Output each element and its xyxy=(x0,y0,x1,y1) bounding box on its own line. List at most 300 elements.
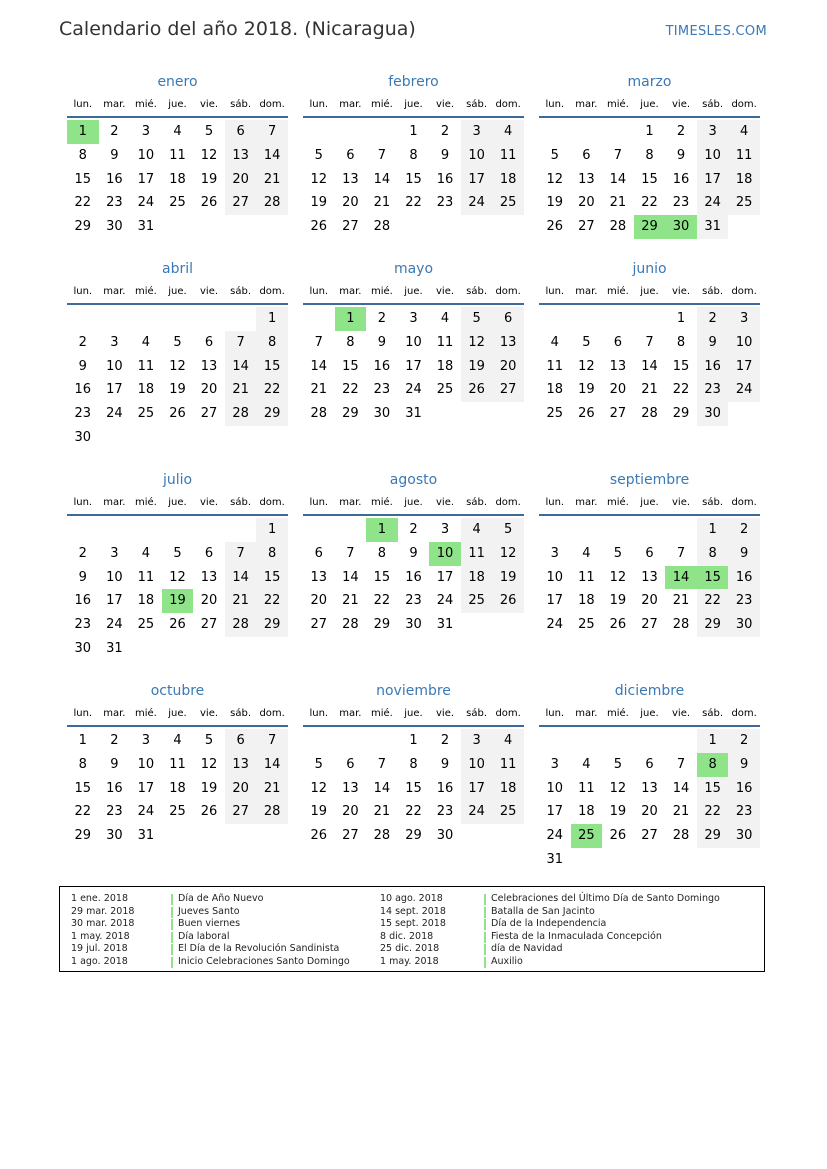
day-cell[interactable]: 24 xyxy=(546,617,564,633)
day-cell[interactable]: 30 xyxy=(697,402,729,426)
day-cell[interactable]: 7 xyxy=(256,120,288,144)
day-cell[interactable]: 19 xyxy=(492,566,524,590)
day-cell[interactable]: 5 xyxy=(613,756,623,772)
day-cell[interactable]: 21 xyxy=(225,589,257,613)
day-cell[interactable]: 7 xyxy=(346,545,355,561)
day-cell[interactable]: 14 xyxy=(373,780,391,796)
day-cell[interactable]: 6 xyxy=(613,334,623,350)
day-cell[interactable]: 15 xyxy=(697,777,729,801)
day-cell[interactable]: 21 xyxy=(373,804,391,820)
day-cell[interactable]: 31 xyxy=(137,828,155,844)
day-cell[interactable]: 11 xyxy=(169,147,186,163)
day-cell[interactable]: 19 xyxy=(609,804,627,820)
day-cell[interactable]: 21 xyxy=(672,804,690,820)
day-cell[interactable]: 12 xyxy=(609,569,627,585)
day-cell[interactable]: 7 xyxy=(676,756,686,772)
day-cell[interactable]: 13 xyxy=(225,144,257,168)
day-cell[interactable]: 25 xyxy=(137,406,155,422)
day-cell[interactable]: 8 xyxy=(645,147,654,163)
day-cell[interactable]: 22 xyxy=(697,589,729,613)
day-cell[interactable]: 24 xyxy=(137,195,155,211)
day-cell[interactable]: 28 xyxy=(672,828,690,844)
day-cell[interactable]: 20 xyxy=(492,355,524,379)
day-cell[interactable]: 14 xyxy=(310,358,328,374)
day-cell[interactable]: 5 xyxy=(173,334,182,350)
day-cell[interactable]: 19 xyxy=(461,355,493,379)
day-cell[interactable]: 18 xyxy=(578,593,595,609)
day-cell[interactable]: 1 xyxy=(256,518,288,542)
day-cell[interactable]: 16 xyxy=(672,171,690,187)
day-cell[interactable]: 23 xyxy=(74,406,92,422)
day-cell[interactable]: 10 xyxy=(106,569,123,585)
day-cell[interactable]: 11 xyxy=(137,569,155,585)
day-cell[interactable]: 9 xyxy=(728,542,760,566)
day-cell[interactable]: 6 xyxy=(645,545,654,561)
day-cell[interactable]: 6 xyxy=(204,545,214,561)
day-cell[interactable]: 22 xyxy=(641,195,658,211)
day-cell[interactable]: 31 xyxy=(106,640,123,656)
day-cell[interactable]: 16 xyxy=(436,171,454,187)
day-cell[interactable]: 25 xyxy=(546,406,564,422)
day-cell[interactable]: 28 xyxy=(373,219,391,235)
holiday-day-cell[interactable]: 15 xyxy=(697,566,729,590)
day-cell[interactable]: 24 xyxy=(405,382,422,398)
day-cell[interactable]: 23 xyxy=(436,804,454,820)
day-cell[interactable]: 28 xyxy=(256,800,288,824)
day-cell[interactable]: 27 xyxy=(310,617,328,633)
day-cell[interactable]: 26 xyxy=(200,195,218,211)
day-cell[interactable]: 29 xyxy=(697,824,729,848)
day-cell[interactable]: 18 xyxy=(137,382,155,398)
day-cell[interactable]: 8 xyxy=(377,545,387,561)
day-cell[interactable]: 5 xyxy=(314,756,323,772)
day-cell[interactable]: 26 xyxy=(609,828,627,844)
day-cell[interactable]: 7 xyxy=(377,147,387,163)
day-cell[interactable]: 30 xyxy=(74,640,92,656)
day-cell[interactable]: 19 xyxy=(169,382,186,398)
day-cell[interactable]: 8 xyxy=(346,334,355,350)
day-cell[interactable]: 15 xyxy=(342,358,359,374)
day-cell[interactable]: 8 xyxy=(78,756,87,772)
day-cell[interactable]: 8 xyxy=(256,331,288,355)
day-cell[interactable]: 22 xyxy=(373,593,391,609)
day-cell[interactable]: 28 xyxy=(373,828,391,844)
day-cell[interactable]: 5 xyxy=(204,733,214,748)
day-cell[interactable]: 16 xyxy=(436,780,454,796)
day-cell[interactable]: 2 xyxy=(728,729,760,753)
day-cell[interactable]: 24 xyxy=(697,191,729,215)
day-cell[interactable]: 25 xyxy=(169,804,186,820)
day-cell[interactable]: 15 xyxy=(641,171,658,187)
day-cell[interactable]: 17 xyxy=(106,382,123,398)
day-cell[interactable]: 14 xyxy=(225,566,257,590)
day-cell[interactable]: 13 xyxy=(492,331,524,355)
day-cell[interactable]: 23 xyxy=(106,804,123,820)
day-cell[interactable]: 6 xyxy=(225,120,257,144)
day-cell[interactable]: 12 xyxy=(609,780,627,796)
day-cell[interactable]: 10 xyxy=(137,147,155,163)
day-cell[interactable]: 3 xyxy=(409,311,418,326)
day-cell[interactable]: 6 xyxy=(492,307,524,331)
day-cell[interactable]: 19 xyxy=(200,171,218,187)
day-cell[interactable]: 19 xyxy=(546,195,564,211)
day-cell[interactable]: 15 xyxy=(256,355,288,379)
day-cell[interactable]: 9 xyxy=(78,358,87,374)
day-cell[interactable]: 18 xyxy=(578,804,595,820)
day-cell[interactable]: 11 xyxy=(578,780,595,796)
day-cell[interactable]: 6 xyxy=(582,147,591,163)
day-cell[interactable]: 26 xyxy=(310,828,328,844)
day-cell[interactable]: 7 xyxy=(225,542,257,566)
day-cell[interactable]: 12 xyxy=(546,171,564,187)
day-cell[interactable]: 31 xyxy=(697,215,729,239)
day-cell[interactable]: 13 xyxy=(200,569,218,585)
day-cell[interactable]: 23 xyxy=(728,589,760,613)
day-cell[interactable]: 7 xyxy=(377,756,387,772)
day-cell[interactable]: 8 xyxy=(409,756,418,772)
day-cell[interactable]: 16 xyxy=(728,566,760,590)
holiday-day-cell[interactable]: 19 xyxy=(162,589,194,613)
day-cell[interactable]: 12 xyxy=(310,171,328,187)
day-cell[interactable]: 3 xyxy=(697,120,729,144)
day-cell[interactable]: 2 xyxy=(728,518,760,542)
day-cell[interactable]: 30 xyxy=(373,406,391,422)
day-cell[interactable]: 16 xyxy=(74,593,92,609)
day-cell[interactable]: 18 xyxy=(492,777,524,801)
day-cell[interactable]: 21 xyxy=(256,777,288,801)
day-cell[interactable]: 8 xyxy=(676,334,686,350)
day-cell[interactable]: 3 xyxy=(141,124,151,139)
day-cell[interactable]: 22 xyxy=(74,195,92,211)
day-cell[interactable]: 1 xyxy=(409,733,418,748)
day-cell[interactable]: 19 xyxy=(609,593,627,609)
day-cell[interactable]: 15 xyxy=(373,569,391,585)
day-cell[interactable]: 20 xyxy=(225,777,257,801)
day-cell[interactable]: 23 xyxy=(436,195,454,211)
day-cell[interactable]: 28 xyxy=(641,406,658,422)
day-cell[interactable]: 6 xyxy=(645,756,654,772)
day-cell[interactable]: 5 xyxy=(173,545,182,561)
day-cell[interactable]: 23 xyxy=(697,378,729,402)
day-cell[interactable]: 28 xyxy=(609,219,627,235)
day-cell[interactable]: 15 xyxy=(74,171,92,187)
day-cell[interactable]: 18 xyxy=(169,171,186,187)
day-cell[interactable]: 9 xyxy=(440,756,450,772)
day-cell[interactable]: 2 xyxy=(440,124,450,139)
day-cell[interactable]: 2 xyxy=(78,334,87,350)
day-cell[interactable]: 31 xyxy=(546,851,564,867)
day-cell[interactable]: 1 xyxy=(697,729,729,753)
day-cell[interactable]: 17 xyxy=(137,780,155,796)
day-cell[interactable]: 4 xyxy=(728,120,760,144)
day-cell[interactable]: 14 xyxy=(373,171,391,187)
day-cell[interactable]: 29 xyxy=(672,406,690,422)
day-cell[interactable]: 27 xyxy=(342,828,359,844)
day-cell[interactable]: 17 xyxy=(405,358,422,374)
day-cell[interactable]: 5 xyxy=(461,307,493,331)
day-cell[interactable]: 6 xyxy=(225,729,257,753)
day-cell[interactable]: 15 xyxy=(405,780,422,796)
day-cell[interactable]: 29 xyxy=(256,402,288,426)
day-cell[interactable]: 14 xyxy=(641,358,658,374)
day-cell[interactable]: 28 xyxy=(342,617,359,633)
day-cell[interactable]: 19 xyxy=(578,382,595,398)
day-cell[interactable]: 16 xyxy=(697,355,729,379)
day-cell[interactable]: 13 xyxy=(200,358,218,374)
day-cell[interactable]: 6 xyxy=(346,756,355,772)
day-cell[interactable]: 2 xyxy=(78,545,87,561)
day-cell[interactable]: 7 xyxy=(676,545,686,561)
day-cell[interactable]: 26 xyxy=(461,378,493,402)
day-cell[interactable]: 17 xyxy=(436,569,454,585)
day-cell[interactable]: 18 xyxy=(436,358,454,374)
day-cell[interactable]: 12 xyxy=(169,569,186,585)
day-cell[interactable]: 12 xyxy=(492,542,524,566)
day-cell[interactable]: 3 xyxy=(141,733,151,748)
day-cell[interactable]: 24 xyxy=(106,617,123,633)
day-cell[interactable]: 17 xyxy=(137,171,155,187)
day-cell[interactable]: 28 xyxy=(225,613,257,637)
day-cell[interactable]: 22 xyxy=(342,382,359,398)
day-cell[interactable]: 21 xyxy=(609,195,627,211)
day-cell[interactable]: 2 xyxy=(110,733,119,748)
day-cell[interactable]: 9 xyxy=(110,756,119,772)
day-cell[interactable]: 25 xyxy=(137,617,155,633)
day-cell[interactable]: 24 xyxy=(728,378,760,402)
day-cell[interactable]: 21 xyxy=(641,382,658,398)
day-cell[interactable]: 25 xyxy=(578,617,595,633)
day-cell[interactable]: 27 xyxy=(200,406,218,422)
day-cell[interactable]: 14 xyxy=(672,780,690,796)
day-cell[interactable]: 2 xyxy=(377,311,387,326)
day-cell[interactable]: 23 xyxy=(74,617,92,633)
day-cell[interactable]: 25 xyxy=(492,191,524,215)
day-cell[interactable]: 10 xyxy=(106,358,123,374)
day-cell[interactable]: 2 xyxy=(676,124,686,139)
day-cell[interactable]: 20 xyxy=(310,593,328,609)
holiday-day-cell[interactable]: 1 xyxy=(335,307,367,331)
day-cell[interactable]: 4 xyxy=(461,518,493,542)
day-cell[interactable]: 4 xyxy=(440,311,450,326)
day-cell[interactable]: 17 xyxy=(546,804,564,820)
day-cell[interactable]: 21 xyxy=(373,195,391,211)
day-cell[interactable]: 22 xyxy=(697,800,729,824)
day-cell[interactable]: 31 xyxy=(405,406,422,422)
day-cell[interactable]: 2 xyxy=(440,733,450,748)
day-cell[interactable]: 23 xyxy=(672,195,690,211)
day-cell[interactable]: 8 xyxy=(409,147,418,163)
day-cell[interactable]: 3 xyxy=(728,307,760,331)
day-cell[interactable]: 1 xyxy=(676,311,686,326)
day-cell[interactable]: 8 xyxy=(256,542,288,566)
day-cell[interactable]: 5 xyxy=(314,147,323,163)
day-cell[interactable]: 16 xyxy=(405,569,422,585)
day-cell[interactable]: 31 xyxy=(137,219,155,235)
day-cell[interactable]: 14 xyxy=(609,171,627,187)
day-cell[interactable]: 12 xyxy=(169,358,186,374)
day-cell[interactable]: 7 xyxy=(645,334,654,350)
day-cell[interactable]: 2 xyxy=(409,522,418,537)
day-cell[interactable]: 27 xyxy=(200,617,218,633)
day-cell[interactable]: 10 xyxy=(697,144,729,168)
day-cell[interactable]: 13 xyxy=(342,171,359,187)
day-cell[interactable]: 28 xyxy=(225,402,257,426)
day-cell[interactable]: 4 xyxy=(141,545,151,561)
day-cell[interactable]: 26 xyxy=(492,589,524,613)
holiday-day-cell[interactable]: 8 xyxy=(697,753,729,777)
day-cell[interactable]: 5 xyxy=(613,545,623,561)
day-cell[interactable]: 18 xyxy=(169,780,186,796)
day-cell[interactable]: 1 xyxy=(645,124,654,139)
day-cell[interactable]: 18 xyxy=(137,593,155,609)
day-cell[interactable]: 30 xyxy=(436,828,454,844)
day-cell[interactable]: 13 xyxy=(225,753,257,777)
day-cell[interactable]: 11 xyxy=(728,144,760,168)
day-cell[interactable]: 18 xyxy=(461,566,493,590)
day-cell[interactable]: 15 xyxy=(672,358,690,374)
day-cell[interactable]: 23 xyxy=(106,195,123,211)
day-cell[interactable]: 29 xyxy=(342,406,359,422)
day-cell[interactable]: 7 xyxy=(225,331,257,355)
day-cell[interactable]: 26 xyxy=(310,219,328,235)
day-cell[interactable]: 16 xyxy=(728,777,760,801)
day-cell[interactable]: 3 xyxy=(550,756,559,772)
day-cell[interactable]: 6 xyxy=(346,147,355,163)
day-cell[interactable]: 12 xyxy=(200,147,218,163)
day-cell[interactable]: 11 xyxy=(137,358,155,374)
day-cell[interactable]: 10 xyxy=(546,780,564,796)
day-cell[interactable]: 10 xyxy=(546,569,564,585)
day-cell[interactable]: 25 xyxy=(492,800,524,824)
day-cell[interactable]: 11 xyxy=(436,334,454,350)
day-cell[interactable]: 21 xyxy=(225,378,257,402)
day-cell[interactable]: 28 xyxy=(672,617,690,633)
day-cell[interactable]: 3 xyxy=(110,334,119,350)
day-cell[interactable]: 18 xyxy=(728,168,760,192)
day-cell[interactable]: 28 xyxy=(310,406,328,422)
day-cell[interactable]: 7 xyxy=(256,729,288,753)
holiday-day-cell[interactable]: 1 xyxy=(67,120,99,144)
day-cell[interactable]: 20 xyxy=(641,593,658,609)
day-cell[interactable]: 22 xyxy=(256,589,288,613)
day-cell[interactable]: 25 xyxy=(169,195,186,211)
day-cell[interactable]: 21 xyxy=(256,168,288,192)
day-cell[interactable]: 17 xyxy=(728,355,760,379)
day-cell[interactable]: 3 xyxy=(461,120,493,144)
day-cell[interactable]: 23 xyxy=(728,800,760,824)
day-cell[interactable]: 29 xyxy=(74,219,92,235)
day-cell[interactable]: 4 xyxy=(582,545,591,561)
day-cell[interactable]: 27 xyxy=(492,378,524,402)
day-cell[interactable]: 9 xyxy=(409,545,418,561)
day-cell[interactable]: 20 xyxy=(200,593,218,609)
day-cell[interactable]: 17 xyxy=(546,593,564,609)
day-cell[interactable]: 30 xyxy=(405,617,422,633)
day-cell[interactable]: 9 xyxy=(78,569,87,585)
day-cell[interactable]: 24 xyxy=(137,804,155,820)
day-cell[interactable]: 30 xyxy=(74,429,92,445)
day-cell[interactable]: 29 xyxy=(405,828,422,844)
day-cell[interactable]: 22 xyxy=(405,195,422,211)
day-cell[interactable]: 4 xyxy=(141,334,151,350)
day-cell[interactable]: 4 xyxy=(550,334,559,350)
day-cell[interactable]: 30 xyxy=(106,219,123,235)
day-cell[interactable]: 3 xyxy=(110,545,119,561)
day-cell[interactable]: 30 xyxy=(106,828,123,844)
day-cell[interactable]: 3 xyxy=(440,522,450,537)
day-cell[interactable]: 4 xyxy=(492,120,524,144)
day-cell[interactable]: 5 xyxy=(492,518,524,542)
day-cell[interactable]: 19 xyxy=(200,780,218,796)
day-cell[interactable]: 8 xyxy=(78,147,87,163)
day-cell[interactable]: 5 xyxy=(550,147,559,163)
holiday-day-cell[interactable]: 1 xyxy=(366,518,398,542)
day-cell[interactable]: 5 xyxy=(204,124,214,139)
day-cell[interactable]: 20 xyxy=(342,195,359,211)
day-cell[interactable]: 12 xyxy=(461,331,493,355)
day-cell[interactable]: 29 xyxy=(256,613,288,637)
day-cell[interactable]: 20 xyxy=(342,804,359,820)
day-cell[interactable]: 12 xyxy=(578,358,595,374)
holiday-day-cell[interactable]: 14 xyxy=(665,566,697,590)
day-cell[interactable]: 23 xyxy=(405,593,422,609)
day-cell[interactable]: 22 xyxy=(256,378,288,402)
day-cell[interactable]: 4 xyxy=(582,756,591,772)
day-cell[interactable]: 31 xyxy=(436,617,454,633)
holiday-day-cell[interactable]: 10 xyxy=(429,542,461,566)
day-cell[interactable]: 10 xyxy=(461,753,493,777)
day-cell[interactable]: 20 xyxy=(609,382,627,398)
day-cell[interactable]: 27 xyxy=(578,219,595,235)
day-cell[interactable]: 12 xyxy=(200,756,218,772)
day-cell[interactable]: 28 xyxy=(256,191,288,215)
day-cell[interactable]: 19 xyxy=(310,804,328,820)
day-cell[interactable]: 24 xyxy=(436,593,454,609)
day-cell[interactable]: 1 xyxy=(697,518,729,542)
day-cell[interactable]: 11 xyxy=(546,358,564,374)
day-cell[interactable]: 18 xyxy=(492,168,524,192)
day-cell[interactable]: 11 xyxy=(169,756,186,772)
day-cell[interactable]: 25 xyxy=(728,191,760,215)
day-cell[interactable]: 24 xyxy=(106,406,123,422)
day-cell[interactable]: 24 xyxy=(461,800,493,824)
holiday-day-cell[interactable]: 30 xyxy=(665,215,697,239)
day-cell[interactable]: 14 xyxy=(342,569,359,585)
day-cell[interactable]: 20 xyxy=(200,382,218,398)
day-cell[interactable]: 20 xyxy=(578,195,595,211)
day-cell[interactable]: 13 xyxy=(310,569,328,585)
day-cell[interactable]: 30 xyxy=(728,824,760,848)
day-cell[interactable]: 4 xyxy=(492,729,524,753)
day-cell[interactable]: 26 xyxy=(169,406,186,422)
day-cell[interactable]: 22 xyxy=(74,804,92,820)
day-cell[interactable]: 22 xyxy=(405,804,422,820)
day-cell[interactable]: 25 xyxy=(436,382,454,398)
day-cell[interactable]: 26 xyxy=(169,617,186,633)
day-cell[interactable]: 21 xyxy=(310,382,328,398)
day-cell[interactable]: 29 xyxy=(74,828,92,844)
day-cell[interactable]: 9 xyxy=(728,753,760,777)
day-cell[interactable]: 4 xyxy=(173,124,182,139)
brand-link[interactable]: TIMESLES.COM xyxy=(665,24,767,39)
day-cell[interactable]: 16 xyxy=(373,358,391,374)
day-cell[interactable]: 13 xyxy=(609,358,627,374)
day-cell[interactable]: 10 xyxy=(728,331,760,355)
day-cell[interactable]: 27 xyxy=(342,219,359,235)
day-cell[interactable]: 13 xyxy=(641,569,658,585)
day-cell[interactable]: 19 xyxy=(310,195,328,211)
day-cell[interactable]: 26 xyxy=(546,219,564,235)
